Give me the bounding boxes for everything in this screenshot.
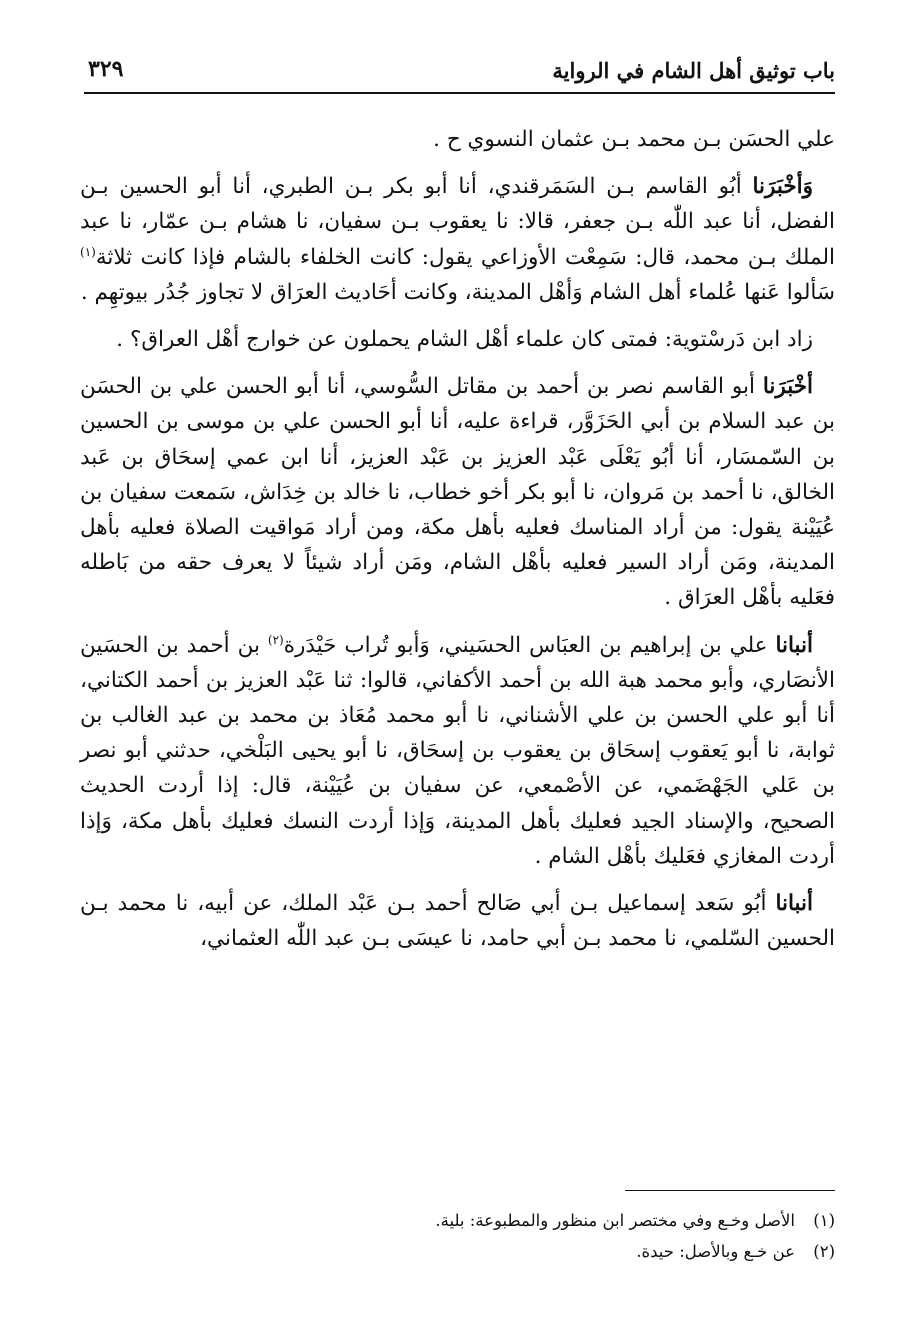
paragraph-4 bbox=[80, 369, 835, 615]
paragraph-lead-word: وَأخْبَرَنا bbox=[752, 174, 813, 200]
page-number: ٣٢٩ bbox=[88, 56, 124, 82]
running-head: باب توثيق أهل الشام في الرواية bbox=[552, 58, 835, 83]
paragraph-2 bbox=[80, 169, 835, 310]
paragraph-text: علي بن إبراهيم بن العبَاس الحسَيني، وَأبو تُراب حَيْدَرة bbox=[283, 632, 776, 658]
paragraph-1 bbox=[80, 122, 835, 157]
page-header bbox=[84, 50, 835, 94]
paragraph-text: زاد ابن دَرسْتوية: فمتى كان علماء أهْل الشام يحملون عن خوارج أهْل العراق؟ . bbox=[116, 327, 813, 353]
paragraph-text: أبُو سَعد إسماعيل بـن أبي صَالح أحمد بـن عَبْد الملك، عن أبيه، نا محمد بـن الحسين السّلمي، نا محمد بـن أبي حامد، نا عيسَى بـن عبد اللّٰه العثماني، bbox=[80, 891, 835, 952]
footnote-ref-2: (٢) bbox=[267, 632, 284, 647]
paragraph-text: سَألوا عَنها عُلماء أهل الشام وَأهْل المدينة، وكانت أحَاديث العرَاق لا تجاوز جُدُر بيوتهِم . bbox=[80, 279, 835, 305]
paragraph-lead-word: أنبانا bbox=[775, 632, 813, 658]
paragraph-text: علي الحسَن بـن محمد بـن عثمان النسوي ح . bbox=[433, 127, 835, 152]
paragraph-5 bbox=[80, 628, 835, 874]
paragraph-6 bbox=[80, 886, 835, 956]
footnotes bbox=[84, 1205, 835, 1267]
paragraph-text: أبو القاسم نصر بن أحمد بن مقاتل السُّوسي، أنا أبو الحسن علي بن الحسَن بن عبد السلام بن أبي الحَزَوَّر، قراءة عليه، أنا أبو الحسن علي بن موسى بن الحسين بن السّمسَار، أنا أبُو يَعْلَى عَبْد العزيز بن عَبْد العزيز، أنا ابن عمي إسحَاق بن عَبد الخالق، نا أحمد بن مَروان، نا أبو بكر أخو خطاب، نا خالد بن خِدَاش، سَمعت سفيان بن عُيَيْنة يقول: من أراد المناسك فعليه بأهل مكة، ومن أراد مَواقيت الصلاة فعليه بأهل المدينة، ومَن أراد السير فعليه بأهْل الشام، ومَن أراد شيئاً لا يعرف حقه من بَاطله فعَليه بأهْل العرَاق . bbox=[80, 374, 835, 611]
paragraph-text: أبُو القاسم بـن السَمَرقندي، أنا أبو بكر بـن الطبري، أنا أبو الحسين بـن الفضل، أنا عبد اللّٰه بـن جعفر، قالا: نا يعقوب بـن سفيان، نا هشام بـن عمّار، نا عبد الملك بـن محمد، قال: سَمِعْت الأوزاعي يقول: كانت الخلفاء بالشام فإذا كانت ثلاثة bbox=[80, 174, 835, 270]
paragraph-lead-word: أنبانا bbox=[775, 891, 813, 917]
footnote-ref-1: (١) bbox=[80, 244, 96, 259]
footnote-1 bbox=[84, 1205, 835, 1236]
paragraph-text: بن أحمد بن الحسَين الأنصَاري، وأبو محمد هبة الله بن أحمد الأكفاني، قالوا: ثنا عَبْد العزيز بن أحمد الكتاني، أنا أبو علي الحسن بن علي الأشناني، نا أبو محمد مُعَاذ بن محمد بن عبد الغالب بن ثوابة، نا أبو يَعقوب إسحَاق بن يعقوب بن إسحَاق، نا أبو يحيى البَلْخي، حدثني أبو نصر بن عَلي الجَهْضَمي، عن الأصْمعي، عن سفيان بن عُيَيْنة، قال: إذا أردت الحديث الصحيح، والإسناد الجيد فعليك بأهل المدينة، وَإذا أردت النسك فعليك بأهل مكة، وَإذا أردت المغازي فعَليك بأهْل الشام . bbox=[80, 632, 835, 869]
footnote-text: عن خـع وبالأصل: حيدة. bbox=[636, 1242, 795, 1261]
footnote-number: (١) bbox=[813, 1211, 835, 1230]
footnote-divider bbox=[625, 1190, 835, 1191]
footnote-number: (٢) bbox=[813, 1242, 835, 1261]
paragraph-3 bbox=[80, 322, 835, 357]
footnote-text: الأصل وخـع وفي مختصر ابن منظور والمطبوعة: بلية. bbox=[435, 1211, 795, 1230]
paragraph-lead-word: أخْبَرَنا bbox=[762, 374, 813, 400]
main-text bbox=[80, 122, 835, 968]
footnote-2 bbox=[84, 1236, 835, 1267]
